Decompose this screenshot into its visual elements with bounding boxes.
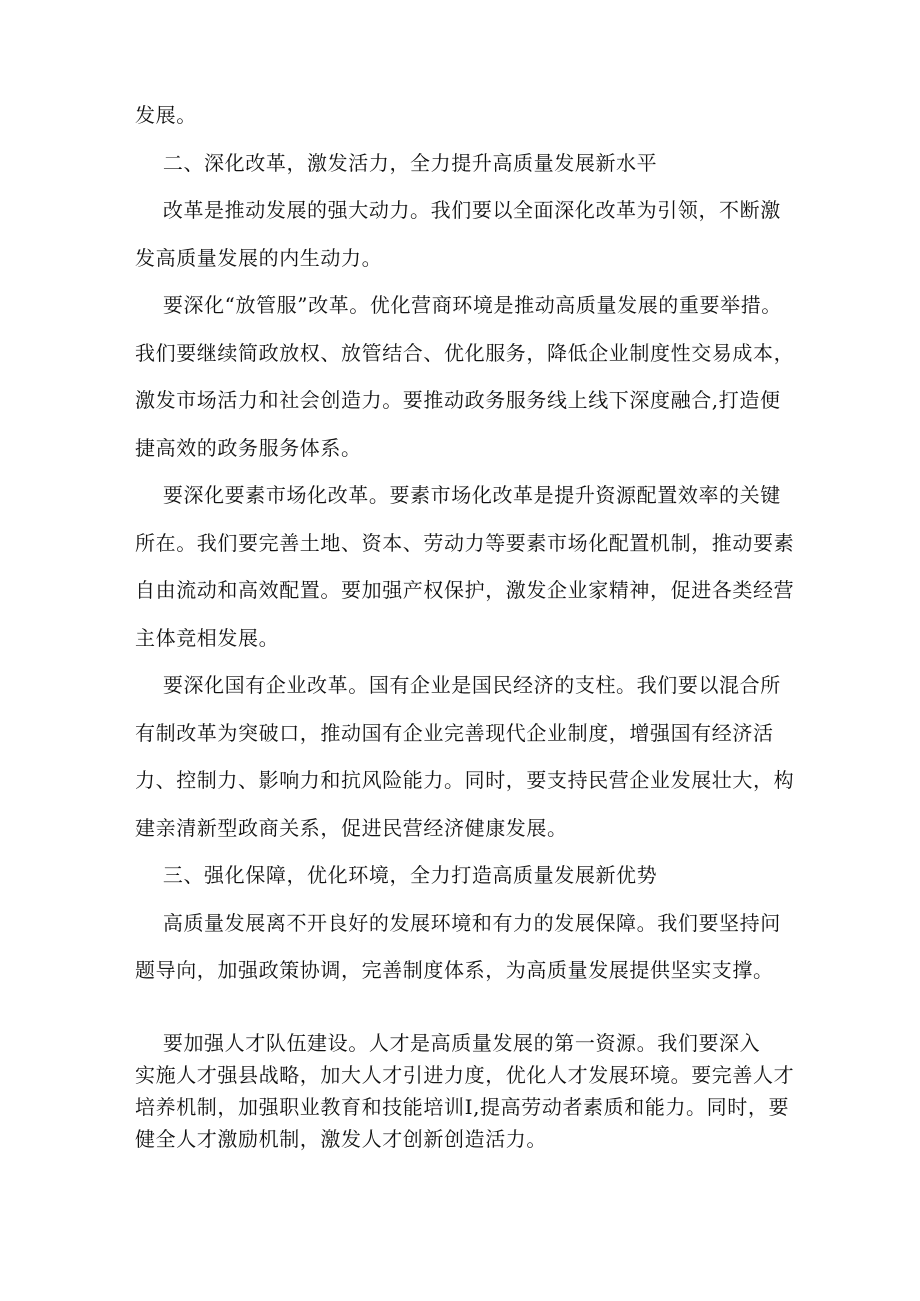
paragraph: 发展。: [135, 103, 197, 127]
section-heading-3: 三、强化保障，优化环境，全力打造高质量发展新优势: [135, 863, 658, 887]
main-body-text: [135, 92, 795, 995]
paragraph: 要深化“放管服”改革。优化营商环境是推动高质量发展的重要举措。我们要继续简政放权、放管结合、优化服务，降低企业制度性交易成本，激发市场活力和社会创造力。要推动政务服务线上线下深度融合,打造便捷高效的政务服务体系。: [135, 293, 795, 460]
paragraph: 高质量发展离不开良好的发展环境和有力的发展保障。我们要坚持问题导向，加强政策协调，完善制度体系，为高质量发展提供坚实支撑。: [135, 910, 781, 982]
paragraph: 要深化国有企业改革。国有企业是国民经济的支柱。我们要以混合所有制改革为突破口，推动国有企业完善现代企业制度，增强国有经济活力、控制力、影响力和抗风险能力。同时，要支持民营企业发展壮大，构建亲清新型政商关系，促进民营经济健康发展。: [135, 673, 795, 840]
paragraph: 改革是推动发展的强大动力。我们要以全面深化改革为引领，不断激发高质量发展的内生动力。: [135, 198, 781, 270]
talent-paragraph-block: [135, 1027, 795, 1155]
section-heading-2: 二、深化改革，激发活力，全力提升高质量发展新水平: [135, 150, 658, 175]
paragraph: 要深化要素市场化改革。要素市场化改革是提升资源配置效率的关键所在。我们要完善土地、资本、劳动力等要素市场化配置机制，推动要素自由流动和高效配置。要加强产权保护，激发企业家精神，促进各类经营主体竞相发展。: [135, 483, 795, 650]
paragraph-continuation: 实施人才强县战略，加大人才引进力度，优化人才发展环境。要完善人才培养机制，加强职业教育和技能培训Ⅰ,提高劳动者素质和能力。同时，要健全人才激励机制，激发人才创新创造活力。: [135, 1063, 795, 1151]
paragraph-first-line: 要加强人才队伍建设。人才是高质量发展的第一资源。我们要深入: [135, 1031, 761, 1055]
